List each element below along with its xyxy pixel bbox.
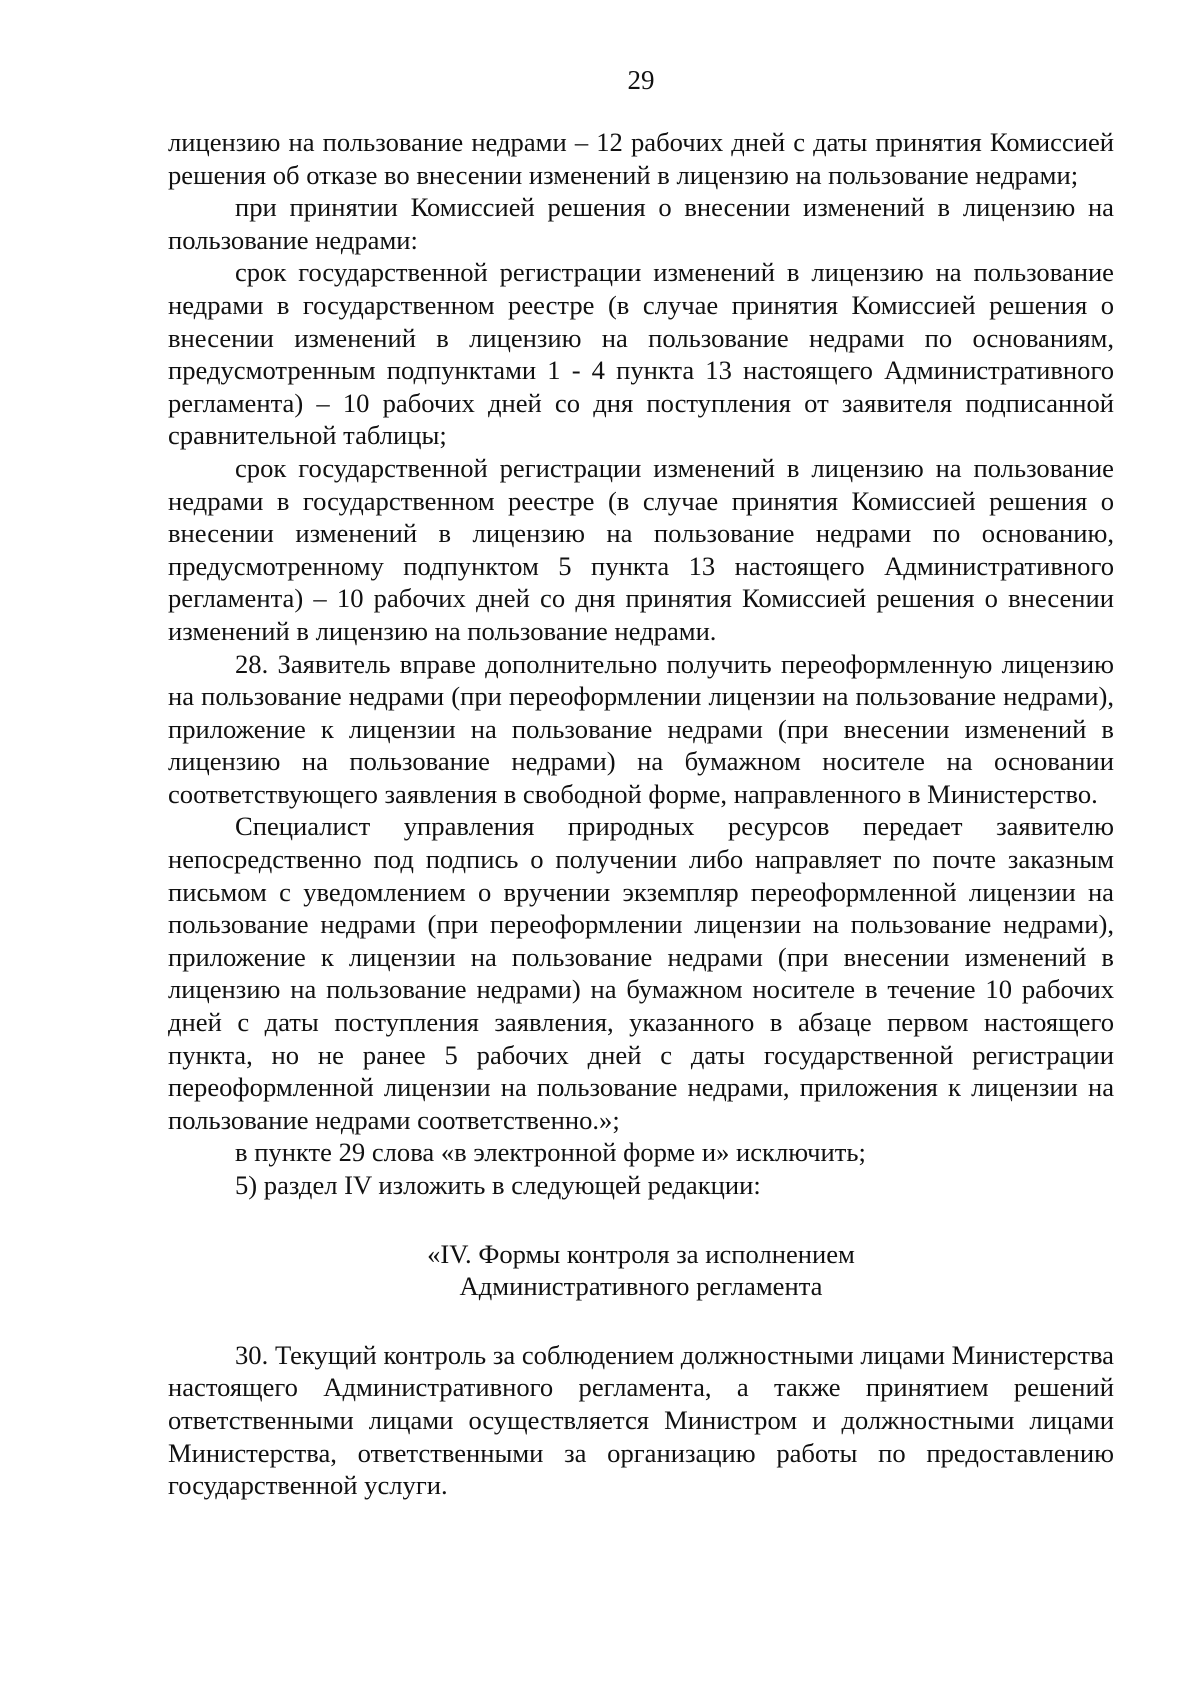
paragraph-point-29: в пункте 29 слова «в электронной форме и» исключить; [235,1137,866,1168]
paragraph-license-refusal-term: лицензию на пользование недрами – 12 рабочих дней с даты принятия Комиссией решения об отказе во внесении изменений в лицензию на пользование недрами; [168,127,1114,190]
paragraph-28: 28. Заявитель вправе дополнительно получить переоформленную лицензию на пользование недрами (при переоформлении лицензии на пользование недрами), приложение к лицензии на пользование недрами (при внесении изменений в лицензию на пользование недрами) на бумажном носителе на основании соответствующего заявления в свободной форме, направленного в Министерство. [168,648,1114,809]
paragraph-30: 30. Текущий контроль за соблюдением должностными лицами Министерства настоящего Административного регламента, а также принятием решений ответственными лицами осуществляется Министром и должностными лицами Министерства, ответственными за организацию работы по предоставлению государственной услуги. [168,1339,1114,1501]
section-title [168,1238,1114,1303]
section-title-line-2: Административного регламента [459,1271,823,1302]
paragraph-specialist-transfer: Специалист управления природных ресурсов передает заявителю непосредственно под подпись о получении либо направляет по почте заказным письмом с уведомлением о вручении экземпляр переоформленной лицензии на пользование недрами (при переоформлении лицензии на пользование недрами), приложение к лицензии на пользование недрами (при внесении изменений в лицензию на пользование недрами) на бумажном носителе в течение 10 рабочих дней с даты поступления заявления, указанного в абзаце первом настоящего пункта, но не ранее 5 рабочих дней с даты государственной регистрации переоформленной лицензии на пользование недрами, приложения к лицензии на пользование недрами соответственно.»; [168,811,1114,1135]
paragraph-registration-term-5: срок государственной регистрации изменений в лицензию на пользование недрами в государственном реестре (в случае принятия Комиссией решения о внесении изменений в лицензию на пользование недрами по основанию, предусмотренному подпунктом 5 пункта 13 настоящего Административного регламента) – 10 рабочих дней со дня принятия Комиссией решения о внесении изменений в лицензию на пользование недрами. [168,452,1114,646]
section-title-line-1: «IV. Формы контроля за исполнением [427,1238,855,1269]
paragraph-registration-term-1-4: срок государственной регистрации изменений в лицензию на пользование недрами в государственном реестре (в случае принятия Комиссией решения о внесении изменений в лицензию на пользование недрами по основаниям, предусмотренным подпунктами 1 - 4 пункта 13 настоящего Административного регламента) – 10 рабочих дней со дня поступления от заявителя подписанной сравнительной таблицы; [168,257,1114,451]
paragraph-amendment-decision: при принятии Комиссией решения о внесении изменений в лицензию на пользование недрами: [168,192,1114,255]
paragraph-section-iv-intro: 5) раздел IV изложить в следующей редакции: [235,1170,761,1200]
page-number: 29 [627,65,655,95]
